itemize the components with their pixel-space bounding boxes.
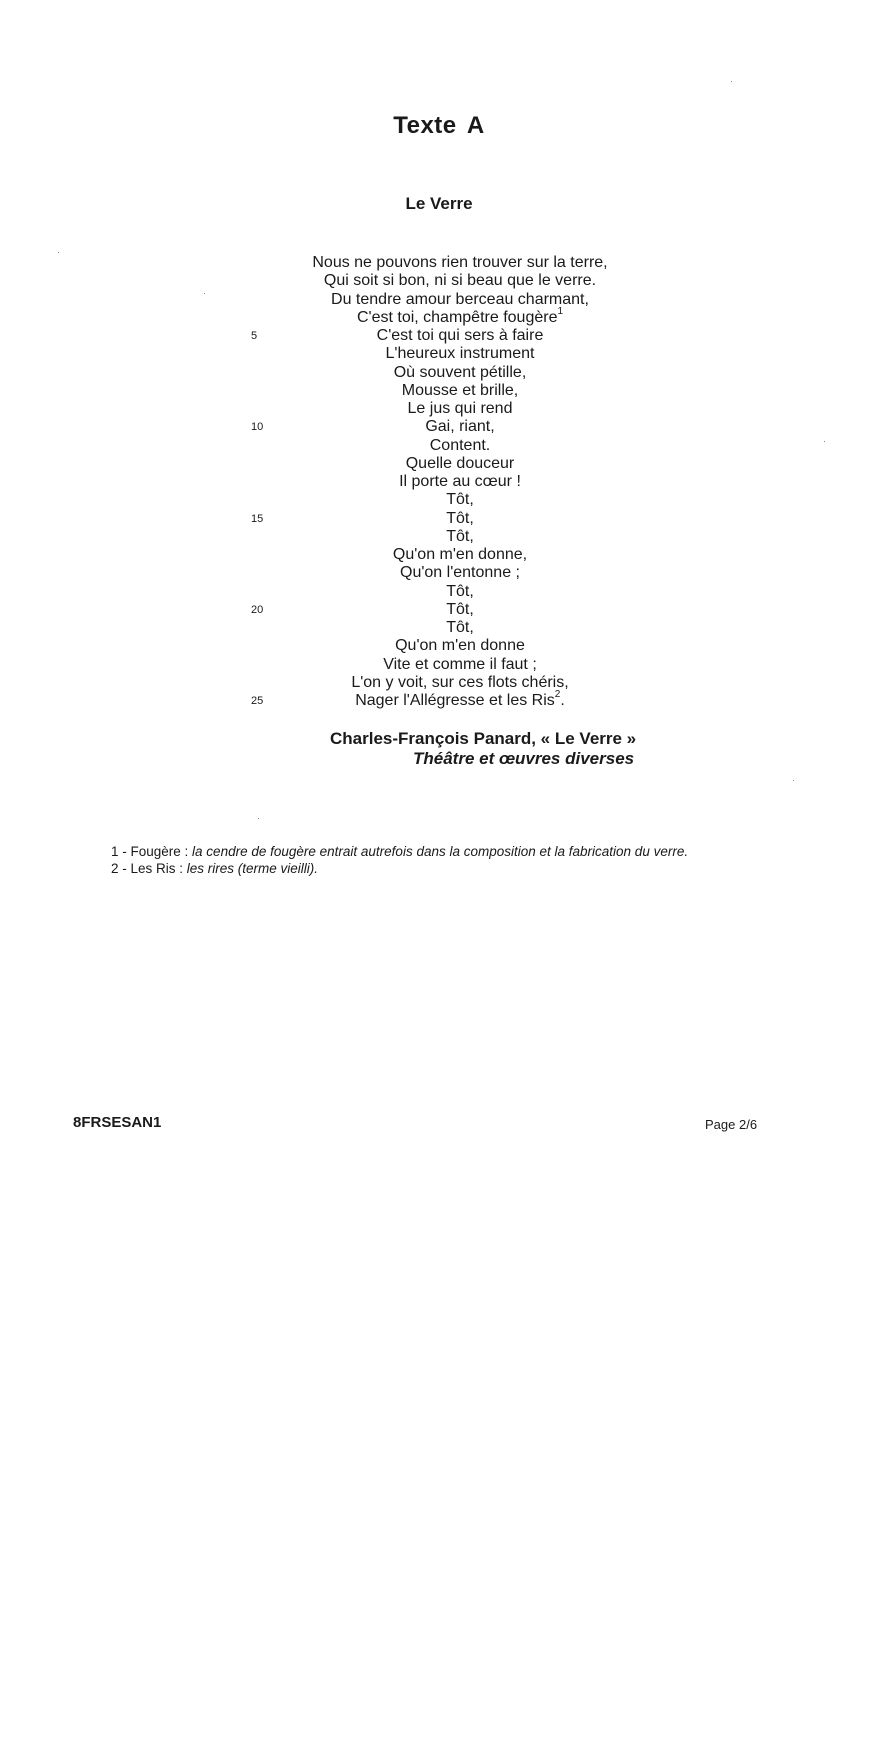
poem-line: [260, 546, 660, 564]
scan-speck: [58, 252, 59, 253]
poem-line-text: Du tendre amour berceau charmant,: [331, 290, 589, 308]
poem-line: [260, 327, 660, 345]
poem-line-text: Tôt,: [446, 600, 474, 618]
footnote-2: [111, 860, 688, 877]
poem-line-text: Qu'on m'en donne,: [392, 546, 528, 563]
poem-line-text: Mousse et brille,: [401, 381, 519, 399]
poem-line-text: Qu'on l'entonne ;: [400, 564, 520, 582]
footnote-definition: la cendre de fougère entrait autrefois dans la composition et la fabrication du verre.: [192, 844, 689, 859]
scan-speck: [204, 293, 205, 294]
poem-line-text: Qu'on m'en donne: [395, 637, 525, 655]
source-title: Théâtre et œuvres diverses: [413, 749, 635, 768]
footnote-1: [111, 843, 688, 860]
poem-line-text: Nous ne pouvons rien trouver sur la terre,: [312, 254, 608, 271]
poem-line-text: C'est toi qui sers à faire: [376, 327, 544, 344]
footnote-marker: 2: [554, 689, 561, 700]
poem-line: [260, 656, 660, 674]
poem-line: [260, 254, 660, 272]
document-code: 8FRSESAN1: [73, 1114, 162, 1131]
footnotes: [111, 843, 688, 877]
footnote-definition: les rires (terme vieilli).: [186, 861, 319, 876]
poem-line: [260, 637, 660, 655]
scan-speck: [824, 441, 825, 442]
poem-line-text: C'est toi, champêtre fougère: [356, 308, 558, 326]
scan-speck: [731, 81, 732, 82]
line-number-20: 20: [251, 603, 264, 616]
poem-line-text: Tôt,: [446, 527, 474, 545]
scan-speck: [793, 780, 794, 781]
poem-line-text: Content.: [429, 436, 491, 454]
poem-line-text: Tôt,: [446, 509, 474, 527]
poem-line: [260, 619, 660, 637]
poem-line: [260, 400, 660, 418]
poem-author: Charles-François Panard, « Le Verre »: [330, 729, 637, 748]
poem-line-text: Gai, riant,: [425, 418, 495, 436]
poem-line: [260, 473, 660, 491]
poem-line: [260, 345, 660, 363]
poem-line-text: Nager l'Allégresse et les Ris: [355, 692, 555, 709]
poem-line-text: L'on y voit, sur ces flots chéris,: [351, 673, 569, 691]
poem-line: [260, 674, 660, 692]
poem-line-text: Quelle douceur: [405, 454, 515, 472]
poem-line-text: L'heureux instrument: [385, 345, 535, 363]
poem-line-text: Vite et comme il faut ;: [383, 655, 537, 673]
poem-line-text: Tôt,: [446, 582, 474, 600]
poem-line: [260, 491, 660, 509]
page-number: Page 2/6: [705, 1117, 758, 1132]
poem-line: [260, 528, 660, 546]
poem-line-text: Où souvent pétille,: [393, 363, 527, 381]
poem-line: [260, 564, 660, 582]
line-number-15: 15: [251, 512, 264, 525]
poem-line: [260, 382, 660, 400]
poem-line-text: Tôt,: [446, 491, 474, 509]
poem-line: [260, 418, 660, 436]
poem-line: [260, 291, 660, 309]
poem-line: [260, 305, 660, 327]
footnote-term: 2 - Les Ris :: [111, 861, 187, 876]
line-number-5: 5: [251, 330, 258, 342]
poem-line-text: Tôt,: [446, 619, 474, 636]
poem-line: [260, 364, 660, 382]
poem-line: [260, 272, 660, 290]
poem-line: [260, 455, 660, 473]
poem-line-text: Qui soit si bon, ni si beau que le verre.: [323, 272, 597, 290]
poem-line: [260, 510, 660, 528]
poem-line: [260, 583, 660, 601]
poem-line: [260, 601, 660, 619]
poem-line-text: Il porte au cœur !: [399, 473, 521, 490]
line-number-25: 25: [251, 695, 264, 707]
page-title: Texte A: [393, 112, 485, 139]
poem-body: [260, 254, 660, 710]
footnote-term: 1 - Fougère :: [111, 844, 193, 859]
poem-line: [260, 689, 660, 710]
poem-title: Le Verre: [405, 194, 473, 213]
footnote-marker: 1: [557, 305, 564, 317]
poem-line: [260, 437, 660, 455]
scan-speck: [258, 818, 259, 819]
poem-line-text: Le jus qui rend: [407, 400, 513, 417]
line-number-10: 10: [251, 421, 264, 434]
poem-line-punctuation: .: [560, 692, 565, 709]
